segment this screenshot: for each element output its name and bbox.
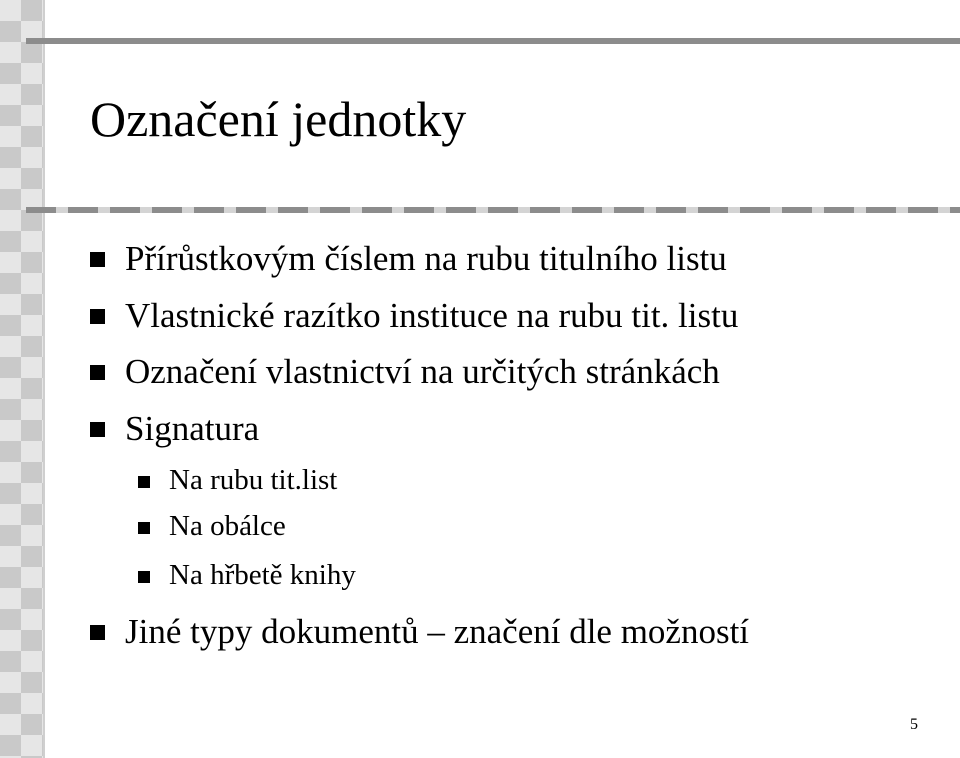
title-divider xyxy=(26,207,960,213)
left-decorative-strip xyxy=(0,0,45,758)
sub-bullet-text: Na rubu tit.list xyxy=(169,464,338,496)
square-bullet-icon xyxy=(138,522,150,534)
square-bullet-icon xyxy=(90,365,105,380)
left-strip-edge xyxy=(43,0,45,758)
square-bullet-icon xyxy=(90,252,105,267)
top-rule xyxy=(26,38,960,44)
bullet-text: Signatura xyxy=(125,409,260,448)
square-bullet-icon xyxy=(90,625,105,640)
sub-bullet-text: Na hřbetě knihy xyxy=(169,559,356,591)
bullet-text: Vlastnické razítko instituce na rubu tit. listu xyxy=(125,296,739,335)
slide-title: Označení jednotky xyxy=(90,91,467,147)
square-bullet-icon xyxy=(138,571,150,583)
square-bullet-icon xyxy=(90,422,105,437)
square-bullet-icon xyxy=(90,309,105,324)
page-number: 5 xyxy=(910,716,918,733)
sub-bullet-text: Na obálce xyxy=(169,510,286,542)
bullet-text: Označení vlastnictví na určitých stránkách xyxy=(125,352,720,391)
bullet-text: Přírůstkovým číslem na rubu titulního listu xyxy=(125,239,727,278)
bullet-text: Jiné typy dokumentů – značení dle možností xyxy=(125,612,750,651)
square-bullet-icon xyxy=(138,476,150,488)
